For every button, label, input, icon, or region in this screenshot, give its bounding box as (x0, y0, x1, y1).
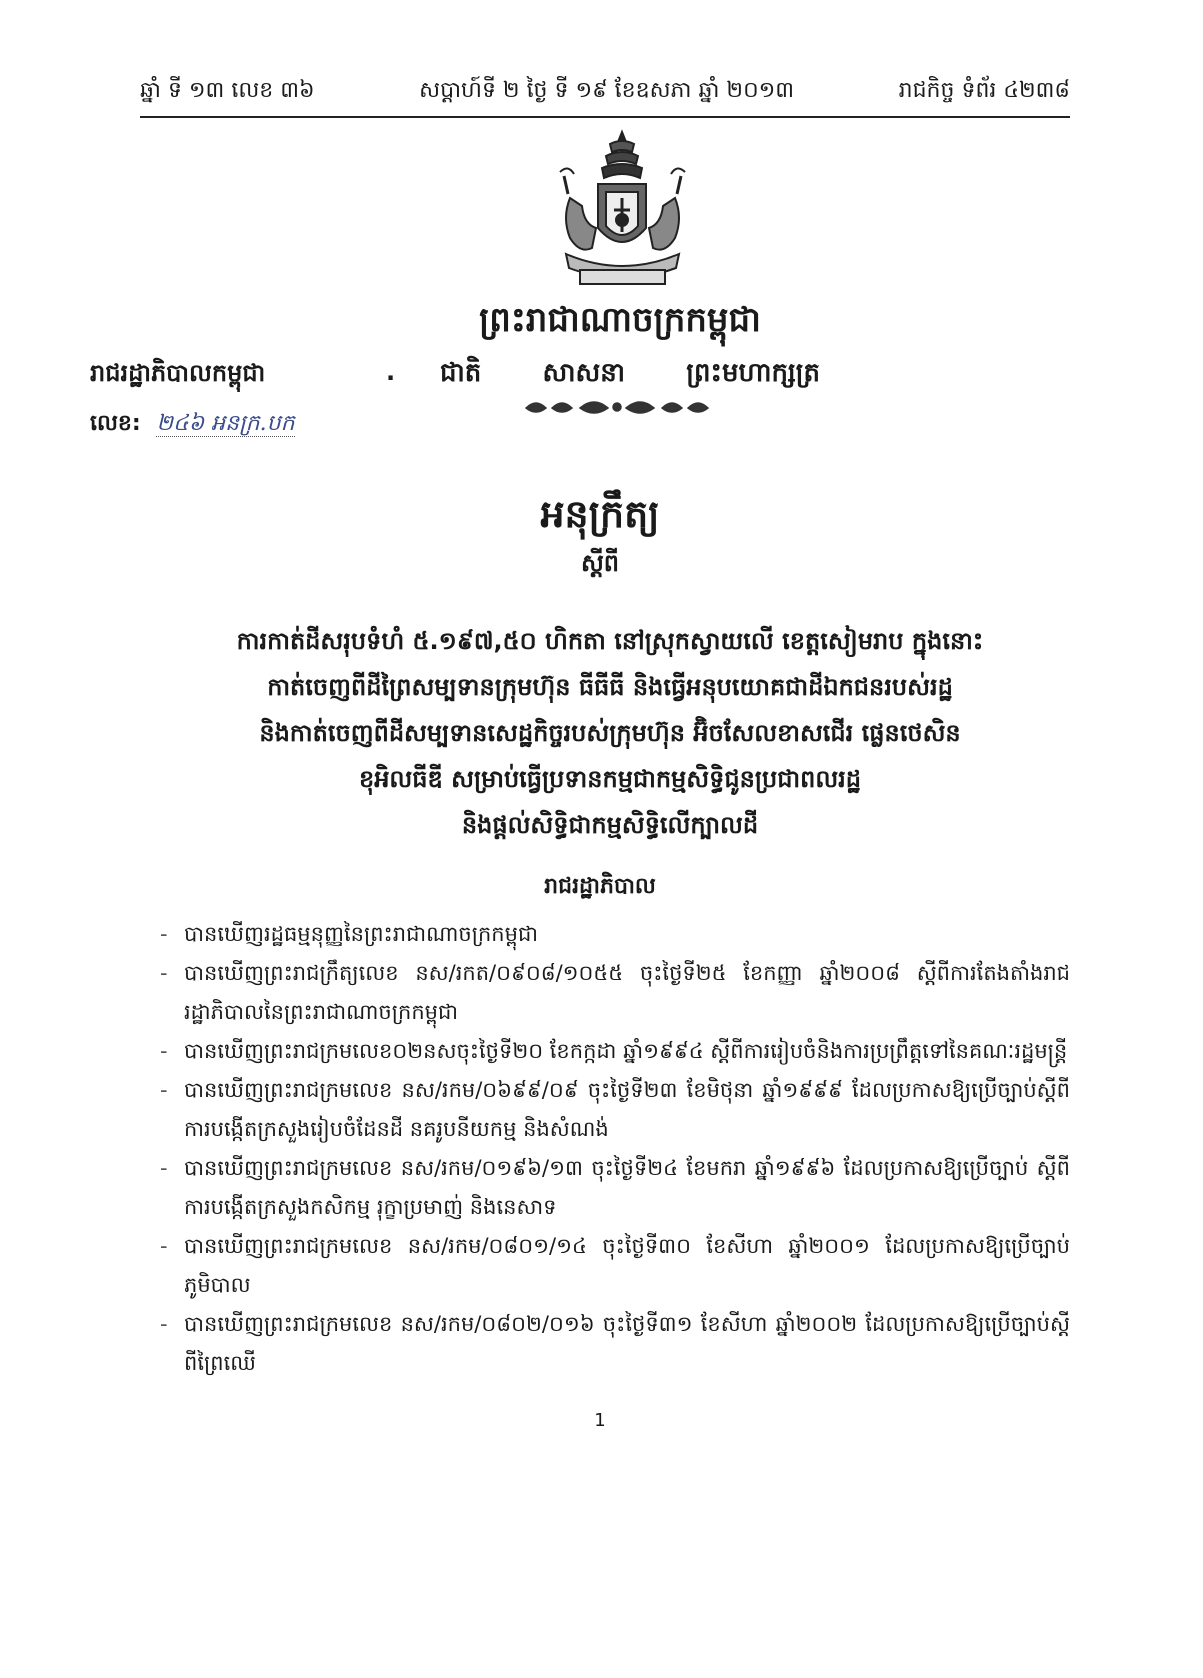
reference-item: - បានឃើញព្រះរាជក្រមលេខ នស/រកម/០១៩៦/១៣ ចុះថ្ងៃទី២៤ ខែមករា ឆ្នាំ១៩៩៦ ដែលប្រកាសឱ្យប្រើច្បាប់ ស្តីពីការបង្កើតក្រសួងកសិកម្ម រុក្ខាប្រមាញ់ និងនេសាទ (160, 1149, 1070, 1227)
ministry-block (90, 358, 420, 441)
gazette-issue: ឆ្នាំ ទី ១៣ លេខ ៣៦ (140, 78, 315, 103)
number-value: ២៤៦ អនក្រ.បក (156, 411, 295, 436)
kingdom-title: ព្រះរាជាណាចក្រកម្ពុជា (479, 300, 761, 340)
reference-item: - បានឃើញរដ្ឋធម្មនុញ្ញនៃព្រះរាជាណាចក្រកម្ពុជា (160, 915, 1070, 954)
ministry-name: រាជរដ្ឋាភិបាលកម្ពុជា (90, 359, 266, 387)
reference-item: - បានឃើញព្រះរាជក្រមលេខ០២នសចុះថ្ងៃទី២០ ខែកក្កដា ឆ្នាំ១៩៩៤ ស្តីពីការរៀបចំនិងការប្រព្រឹត្តទៅនៃគណៈរដ្ឋមន្ត្រី (160, 1032, 1070, 1071)
gazette-header (140, 76, 1070, 108)
reference-item: - បានឃើញព្រះរាជក្រឹត្យលេខ នស/រកត/០៩០៨/១០៥៥ ចុះថ្ងៃទី២៥ ខែកញ្ញា ឆ្នាំ២០០៨ ស្តីពីការតែងតាំងរាជរដ្ឋាភិបាលនៃព្រះរាជាណាចក្រកម្ពុជា (160, 954, 1070, 1032)
motto-king: ព្រះមហាក្សត្រ (686, 358, 820, 388)
reference-item: - បានឃើញព្រះរាជក្រមលេខ នស/រកម/០៦៩៩/០៩ ចុះថ្ងៃទី២៣ ខែមិថុនា ឆ្នាំ១៩៩៩ ដែលប្រកាសឱ្យប្រើច្បាប់ស្តីពីការបង្កើតក្រសួងរៀបចំដែនដី នគរូបនីយកម្ម និងសំណង់ (160, 1071, 1070, 1149)
number-label: លេខ: (90, 411, 141, 436)
document-subject (150, 618, 1070, 848)
motto-religion: សាសនា (542, 358, 626, 388)
header-divider (140, 116, 1070, 118)
national-motto (440, 356, 820, 394)
royal-arms-emblem-icon (540, 128, 705, 298)
document-type: អនុក្រឹត្យ (540, 492, 660, 536)
ornament-divider-icon (522, 396, 712, 418)
subject-line: ខុអិលធីឌី សម្រាប់ធ្វើប្រទានកម្មជាកម្មសិទ្ធិជូនប្រជាពលរដ្ឋ (358, 765, 862, 793)
subject-line: កាត់ចេញពីដីព្រៃសម្បទានក្រុមហ៊ុន ធីធីធី និងធ្វើអនុបយោគជាដីឯកជនរបស់រដ្ឋ (267, 673, 953, 701)
subject-line: ការកាត់ដីសរុបទំហំ ៥.១៩៧,៥០ ហិកតា នៅស្រុកស្វាយលើ ខេត្តសៀមរាប ក្នុងនោះ (236, 627, 984, 655)
reference-item: - បានឃើញព្រះរាជក្រមលេខ នស/រកម/០៨០២/០១៦ ចុះថ្ងៃទី៣១ ខែសីហា ឆ្នាំ២០០២ ដែលប្រកាសឱ្យប្រើច្បាប់ស្តីពីព្រៃឈើ (160, 1305, 1070, 1383)
legal-references (160, 915, 1070, 1383)
page-number: 1 (594, 1410, 606, 1431)
subject-line: និងផ្តល់សិទ្ធិជាកម្មសិទ្ធិលើក្បាលដី (461, 811, 759, 839)
subject-line: និងកាត់ចេញពីដីសម្បទានសេដ្ឋកិច្ចរបស់ក្រុមហ៊ុន អ៊ិចសែលខាសជើរ ផ្លេនថេសិន (259, 719, 961, 747)
gazette-date: សប្តាហ៍ទី ២ ថ្ងៃ ទី ១៩ ខែឧសភា ឆ្នាំ ២០១៣ (419, 78, 795, 103)
gazette-page: រាជកិច្ច ទំព័រ ៤២៣៨ (898, 78, 1070, 103)
reference-item: - បានឃើញព្រះរាជក្រមលេខ នស/រកម/០៨០១/១៤ ចុះថ្ងៃទី៣០ ខែសីហា ឆ្នាំ២០០១ ដែលប្រកាសឱ្យប្រើច្បាប់ភូមិបាល (160, 1227, 1070, 1305)
document-number (90, 409, 420, 441)
document-about: ស្តីពី (580, 549, 620, 577)
motto-nation: ជាតិ (440, 358, 482, 388)
issuer-heading: រាជរដ្ឋាភិបាល (544, 874, 656, 899)
separator-dot: . (386, 358, 396, 386)
